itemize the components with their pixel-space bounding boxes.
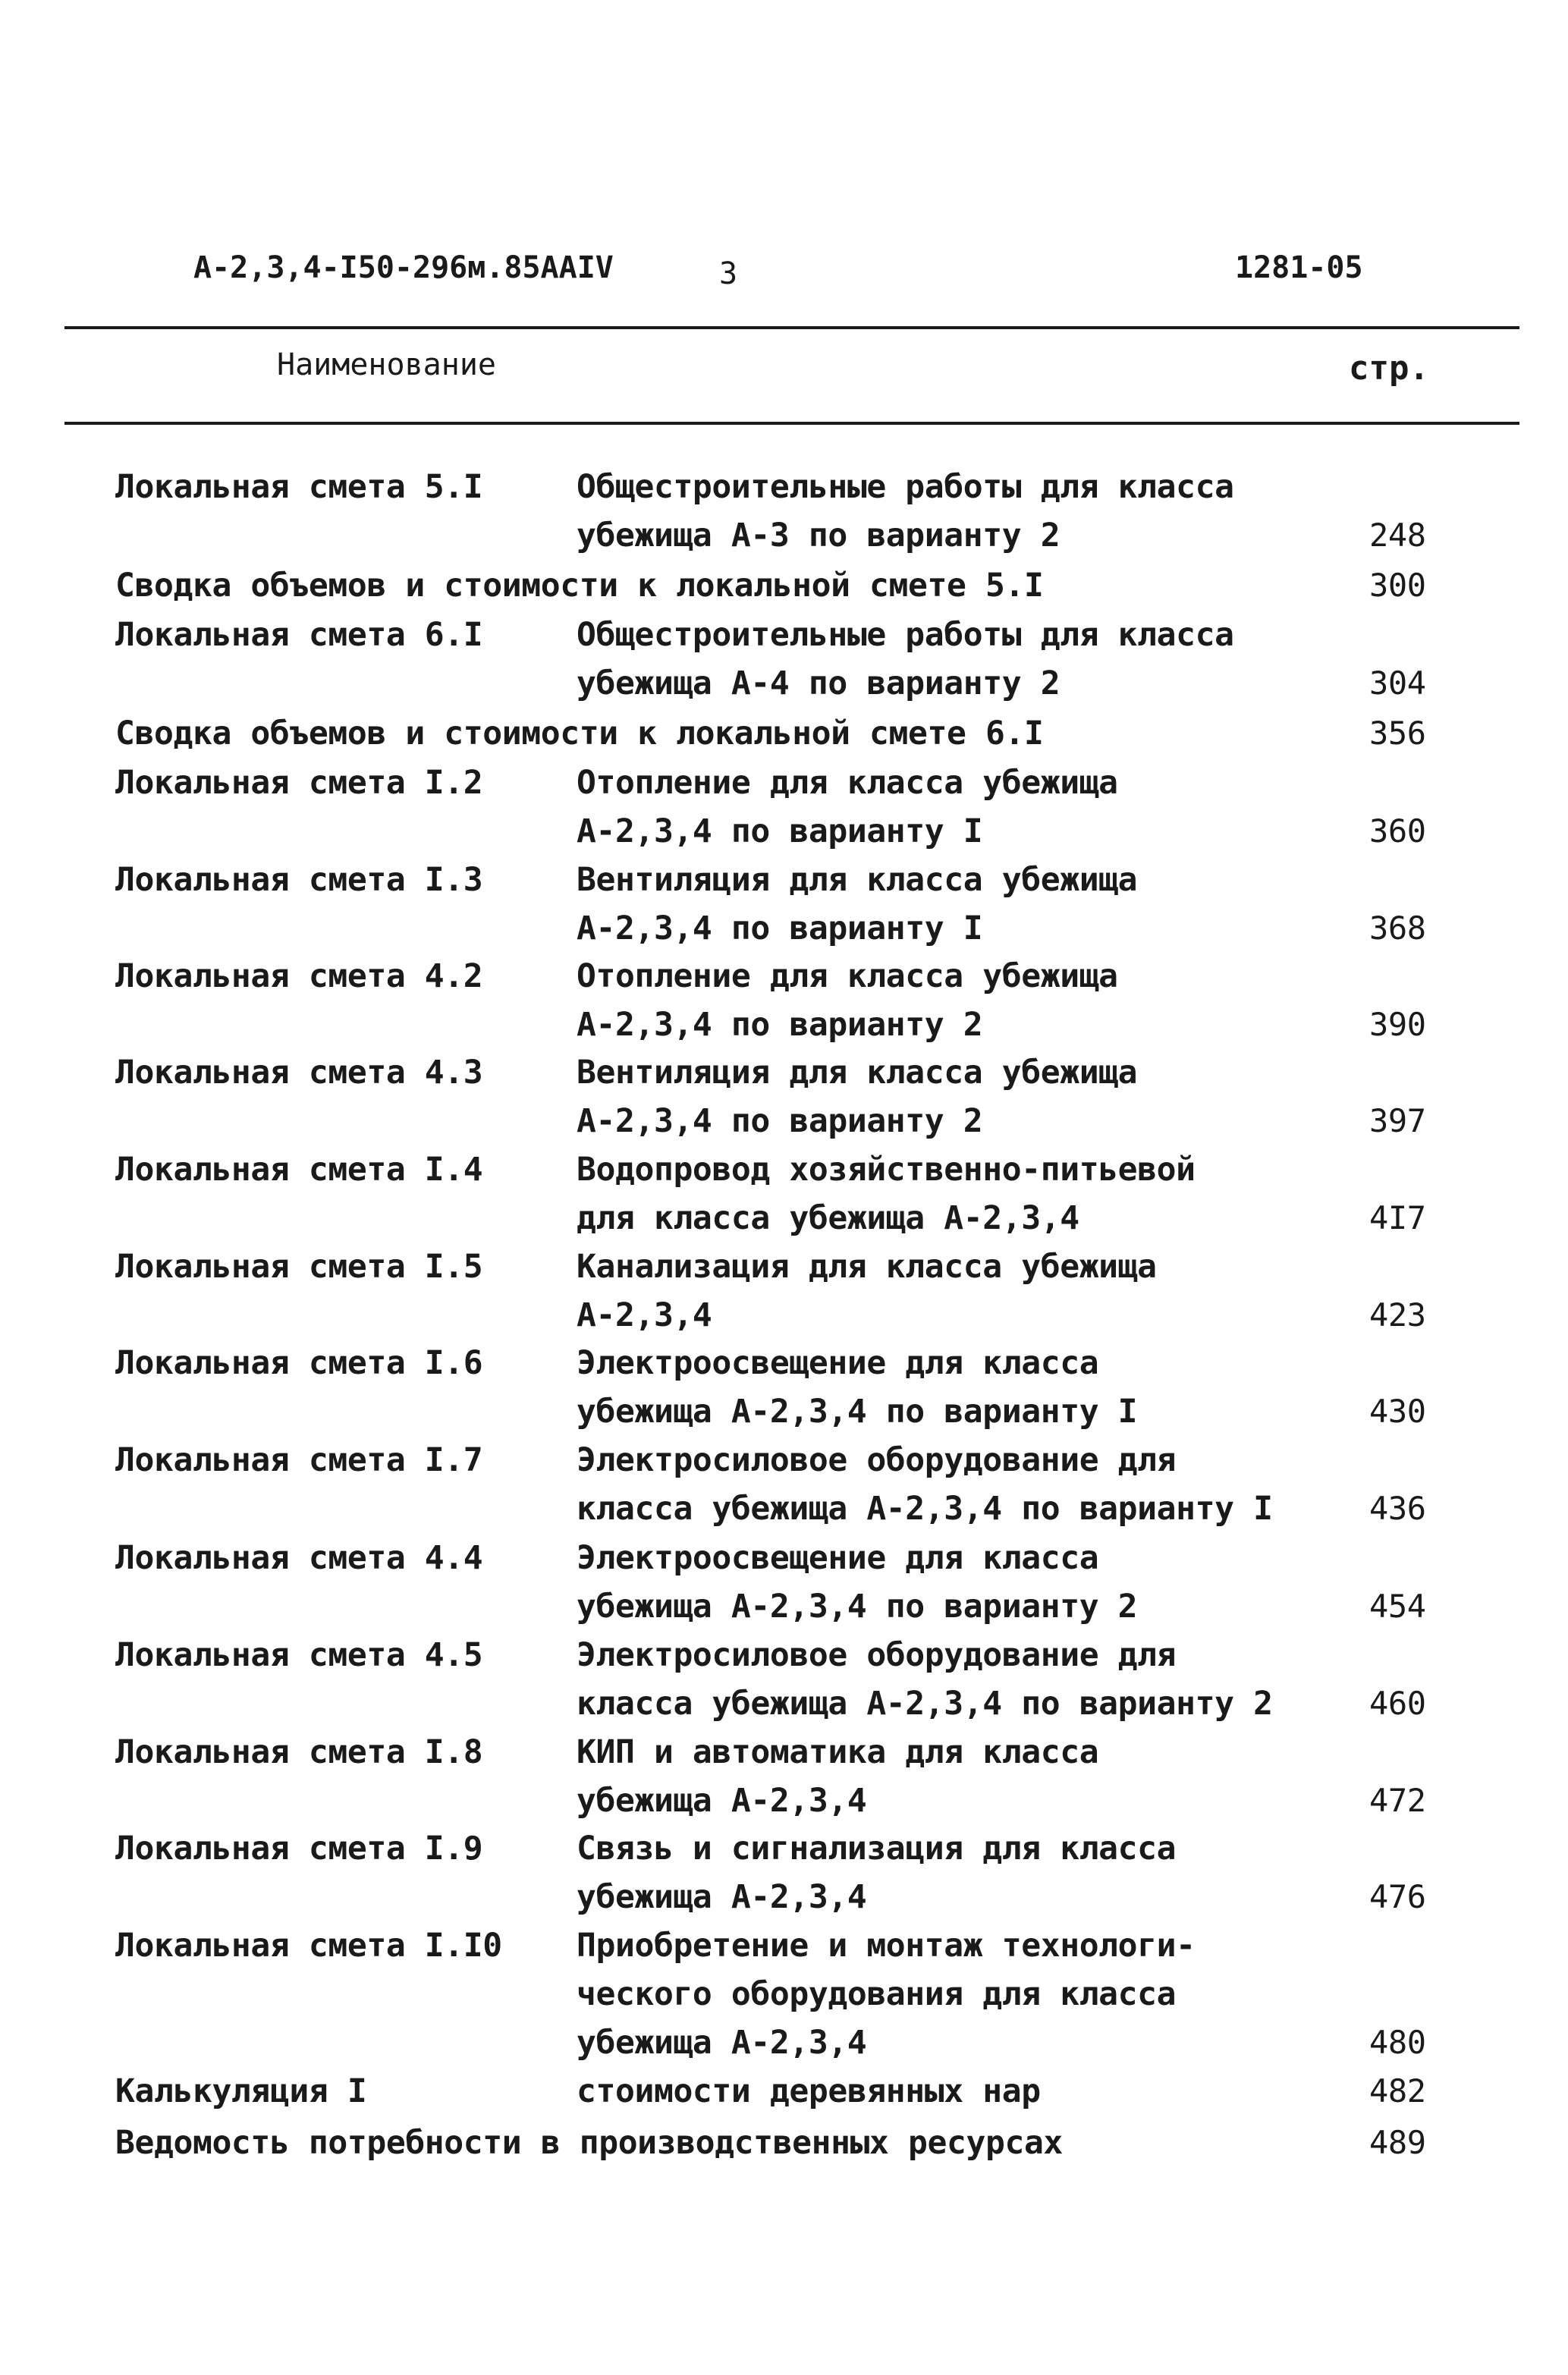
toc-entry-label: Локальная смета I.4: [115, 1151, 483, 1189]
toc-entry-description-line: убежища А-2,3,4: [577, 1878, 867, 1916]
toc-entry-page: 482: [1369, 2072, 1426, 2110]
toc-entry-label: Локальная смета I.8: [115, 1733, 483, 1771]
toc-entry-description-line: убежища А-3 по варианту 2: [577, 517, 1061, 554]
toc-entry-description-line: А-2,3,4 по варианту 2: [577, 1006, 983, 1044]
toc-entry-page: 4I7: [1369, 1199, 1426, 1236]
toc-entry-description-line: класса убежища А-2,3,4 по варианту 2: [577, 1685, 1273, 1723]
document-number: 1281-05: [1235, 250, 1363, 285]
document-code: А-2,3,4-I50-296м.85ААIV: [193, 250, 614, 285]
toc-entry-label: Ведомость потребности в производственных ресурсах: [115, 2124, 1063, 2162]
toc-entry-description-line: для класса убежища А-2,3,4: [577, 1199, 1079, 1237]
header-top-rule: [64, 326, 1519, 329]
column-header-name: Наименование: [277, 347, 496, 382]
toc-entry-description-line: Электроосвещение для класса: [577, 1539, 1099, 1577]
toc-entry-page: 356: [1369, 715, 1426, 752]
toc-entry-description-line: А-2,3,4 по варианту 2: [577, 1102, 983, 1140]
toc-entry-description-line: ческого оборудования для класса: [577, 1975, 1177, 2013]
toc-entry-description-line: А-2,3,4 по варианту I: [577, 909, 983, 947]
toc-entry-page: 476: [1369, 1878, 1426, 1915]
header-bottom-rule: [64, 422, 1519, 425]
toc-entry-description-line: А-2,3,4 по варианту I: [577, 812, 983, 850]
toc-entry-description-line: А-2,3,4: [577, 1296, 712, 1334]
toc-entry-label: Локальная смета I.I0: [115, 1927, 502, 1965]
toc-entry-description-line: Вентиляция для класса убежища: [577, 861, 1138, 899]
toc-entry-page: 430: [1369, 1393, 1426, 1430]
toc-entry-label: Локальная смета I.9: [115, 1830, 483, 1868]
toc-entry-description-line: убежища А-2,3,4 по варианту 2: [577, 1588, 1138, 1626]
toc-entry-label: Локальная смета I.6: [115, 1344, 483, 1382]
toc-entry-description-line: убежища А-2,3,4: [577, 1782, 867, 1820]
toc-entry-label: Локальная смета 5.I: [115, 468, 483, 506]
toc-entry-description-line: Общестроительные работы для класса: [577, 616, 1234, 654]
toc-entry-page: 423: [1369, 1296, 1426, 1334]
toc-entry-page: 360: [1369, 812, 1426, 850]
toc-entry-description-line: Отопление для класса убежища: [577, 764, 1118, 802]
toc-entry-label: Локальная смета 4.4: [115, 1539, 483, 1577]
column-header-page: стр.: [1349, 349, 1429, 388]
toc-entry-description-line: Связь и сигнализация для класса: [577, 1830, 1177, 1868]
toc-entry-label: Сводка объемов и стоимости к локальной смете 5.I: [115, 567, 1044, 605]
toc-entry-description-line: Приобретение и монтаж технологи-: [577, 1927, 1196, 1965]
toc-entry-description-line: Электроосвещение для класса: [577, 1344, 1099, 1382]
toc-entry-description-line: Водопровод хозяйственно-питьевой: [577, 1151, 1196, 1189]
toc-entry-description-line: Электросиловое оборудование для: [577, 1636, 1177, 1674]
toc-entry-label: Локальная смета 4.2: [115, 957, 483, 995]
toc-entry-description-line: убежища А-4 по варианту 2: [577, 664, 1061, 702]
toc-entry-page: 489: [1369, 2124, 1426, 2161]
toc-entry-description-line: убежища А-2,3,4: [577, 2024, 867, 2062]
toc-entry-page: 304: [1369, 664, 1426, 702]
toc-entry-label: Калькуляция I: [115, 2072, 367, 2110]
toc-entry-page: 397: [1369, 1102, 1426, 1139]
toc-entry-description-line: Общестроительные работы для класса: [577, 468, 1234, 506]
toc-entry-page: 300: [1369, 567, 1426, 604]
toc-entry-description-line: убежища А-2,3,4 по варианту I: [577, 1393, 1138, 1431]
toc-entry-page: 454: [1369, 1588, 1426, 1625]
toc-entry-label: Локальная смета 6.I: [115, 616, 483, 654]
toc-entry-description-line: Электросиловое оборудование для: [577, 1441, 1177, 1479]
toc-entry-page: 472: [1369, 1782, 1426, 1819]
toc-entry-page: 436: [1369, 1490, 1426, 1527]
toc-entry-description-line: Отопление для класса убежища: [577, 957, 1118, 995]
toc-entry-page: 390: [1369, 1006, 1426, 1043]
toc-entry-page: 248: [1369, 517, 1426, 554]
toc-entry-label: Сводка объемов и стоимости к локальной смете 6.I: [115, 715, 1044, 752]
toc-entry-label: Локальная смета 4.5: [115, 1636, 483, 1674]
toc-entry-description-line: Вентиляция для класса убежища: [577, 1054, 1138, 1092]
toc-entry-description-line: КИП и автоматика для класса: [577, 1733, 1099, 1771]
toc-entry-label: Локальная смета I.2: [115, 764, 483, 802]
toc-entry-description-line: стоимости деревянных нар: [577, 2072, 1041, 2110]
toc-entry-label: Локальная смета 4.3: [115, 1054, 483, 1092]
toc-entry-page: 460: [1369, 1685, 1426, 1722]
toc-entry-label: Локальная смета I.3: [115, 861, 483, 899]
toc-entry-label: Локальная смета I.5: [115, 1248, 483, 1286]
toc-entry-label: Локальная смета I.7: [115, 1441, 483, 1479]
page-number: 3: [719, 256, 738, 291]
toc-entry-page: 368: [1369, 909, 1426, 947]
toc-entry-description-line: Канализация для класса убежища: [577, 1248, 1157, 1286]
toc-entry-page: 480: [1369, 2024, 1426, 2061]
toc-entry-description-line: класса убежища А-2,3,4 по варианту I: [577, 1490, 1273, 1528]
